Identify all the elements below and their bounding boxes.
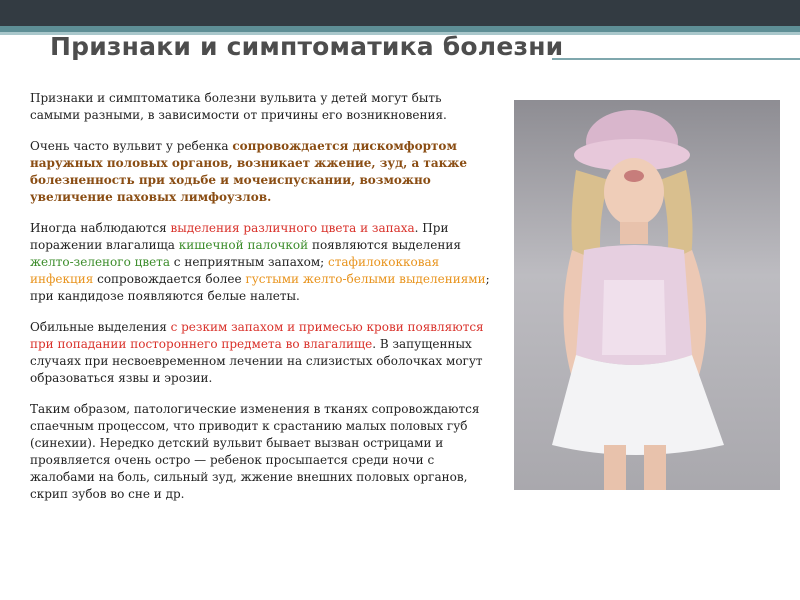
text-segment: выделения различного цвета и запаха [170,221,415,235]
text-segment: с неприятным запахом; [169,255,329,269]
text-segment: Очень часто вульвит у ребенка [30,139,233,153]
text-segment: густыми желто-белыми выделениями [245,272,486,286]
text-segment: сопровождается более [93,272,246,286]
title-accent-line [552,58,800,60]
text-segment: появляются выделения [308,238,461,252]
text-segment: стафилококковая инфекция [30,255,440,286]
text-segment: кишечной палочкой [178,238,309,252]
paragraph-1 [30,90,495,124]
child-photo [514,100,780,490]
body-text [30,90,495,517]
text-segment: сопровождается дискомфортом наружных половых органов, возникает жжение, зуд, а также болезненность при ходьбе и мочеиспускании, возможно увеличение паховых лимфоузлов. [30,139,468,204]
child-illustration [514,100,780,490]
text-segment: желто-зеленого цвета [30,255,170,269]
paragraph-5 [30,401,495,503]
paragraph-4 [30,319,495,387]
text-segment: с резким запахом и примесью крови появляются при попадании постороннего предмета во влагалище [30,320,484,351]
text-segment: ; при кандидозе появляются белые налеты. [30,272,490,303]
text-segment: . При поражении влагалища [30,221,449,252]
text-segment: Обильные выделения [30,320,171,334]
text-segment: Таким образом, патологические изменения в тканях сопровождаются спаечным процессом, что приводит к срастанию малых половых губ (синехии). Нередко детский вульвит бывает вызван острицами и проявляется очень остро — ребенок просыпается среди ночи с жалобами на боль, сильный зуд, жжение внешних половых органов, скрип зубов во сне и др. [30,402,480,501]
paragraph-2 [30,138,495,206]
paragraph-3 [30,220,495,305]
text-segment: Иногда наблюдаются [30,221,171,235]
header-bar [0,0,800,26]
slide-title: Признаки и симптоматика болезни [50,32,564,61]
text-segment: . В запущенных случаях при несвоевременном лечении на слизистых оболочках могут образоваться язвы и эрозии. [30,337,483,385]
text-segment: Признаки и симптоматика болезни вульвита у детей могут быть самыми разными, в зависимости от причины его возникновения. [30,91,447,122]
